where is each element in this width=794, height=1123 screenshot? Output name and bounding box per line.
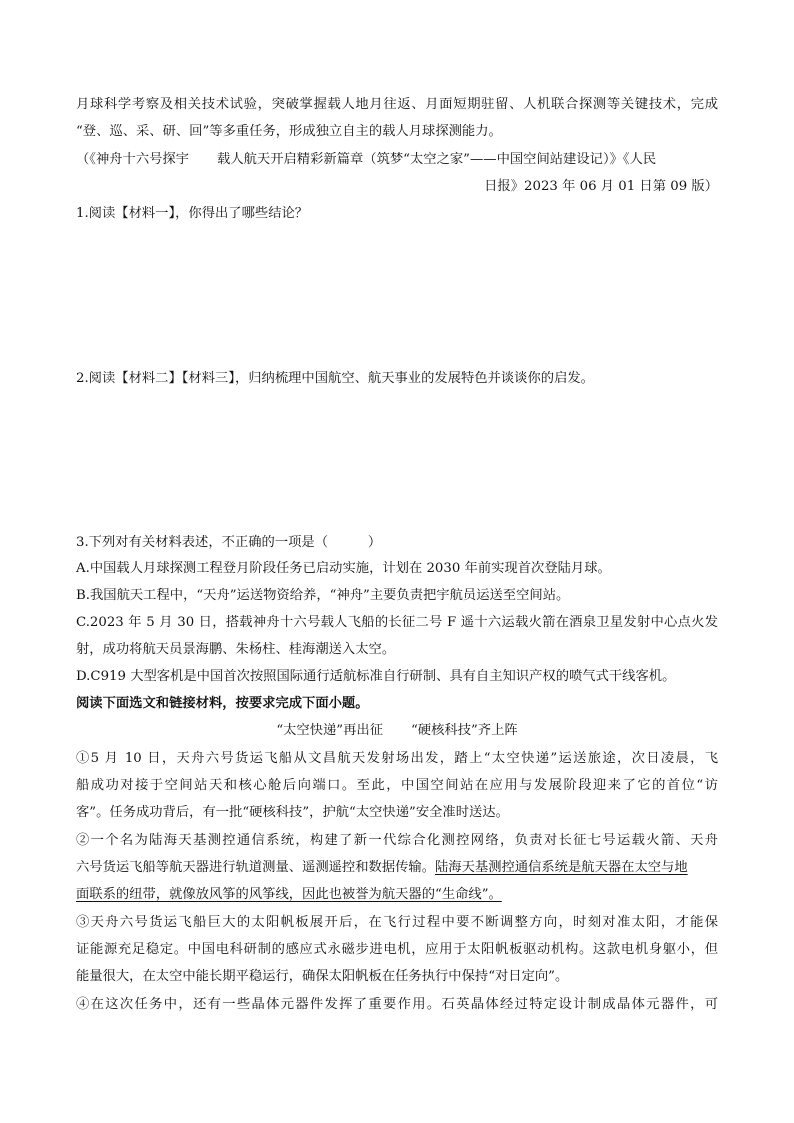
underlined-sentence: 陆海天基测控通信系统是航天器在太空与地: [435, 860, 688, 875]
citation-part: （《神舟十六号探宇: [76, 152, 190, 167]
reading-instruction: 阅读下面选文和链接材料，按要求完成下面小题。: [76, 696, 369, 711]
paragraph-2-text: 六号货运飞船等航天器进行轨道测量、遥测遥控和数据传输。: [76, 860, 436, 875]
paragraph-3-line: ③天舟六号货运飞船巨大的太阳帆板展开后，在飞行过程中要不断调整方向，时刻对准太阳，才能保: [76, 915, 718, 930]
article-title: [76, 721, 718, 741]
article-title-part: “太空快递”再出征: [276, 723, 383, 738]
paragraph-line: 月球科学考察及相关技术试验，突破掌握载人地月往返、月面短期驻留、人机联合探测等关键技术，完成: [76, 97, 718, 112]
paragraph-2-line: ②一个名为陆海天基测控通信系统，构建了新一代综合化测控网络，负责对长征七号运载火箭、天舟: [76, 833, 718, 848]
option-d: D.C919 大型客机是中国首次按照国际通行适航标准自行研制、具有自主知识产权的喷气式干线客机。: [76, 669, 676, 684]
citation-part: 载人航天开启精彩新篇章（筑梦“太空之家”——中国空间站建设记）》《人民: [217, 152, 657, 167]
option-c-cont: 射，成功将航天员景海鹏、朱杨柱、桂海潮送入太空。: [76, 642, 396, 657]
paragraph-3-line: 证能源充足稳定。中国电科研制的感应式永磁步进电机，应用于太阳帆板驱动机构。这款电机身躯小，但: [76, 942, 718, 957]
question-2: 2.阅读【材料二】【材料三】，归纳梳理中国航空、航天事业的发展特色并谈谈你的启发。: [76, 371, 594, 386]
option-c: C.2023 年 5 月 30 日，搭载神舟十六号载人飞船的长征二号 F 遥十六运载火箭在酒泉卫星发射中心点火发: [76, 615, 718, 630]
citation-line: [76, 150, 718, 170]
citation-line: 日报》2023 年 06 月 01 日第 09 版）: [484, 179, 718, 194]
paragraph-1-line: 客”。任务成功背后，有一批“硬核科技”，护航“太空快递”安全准时送达。: [76, 805, 509, 820]
article-title-part: “硬核科技”齐上阵: [411, 723, 518, 738]
paragraph-2-line: [76, 885, 718, 905]
option-b: B.我国航天工程中，“天舟”运送物资给养，“神舟”主要负责把宇航员运送至空间站。: [76, 588, 570, 603]
paragraph-2-line: [76, 858, 718, 878]
paragraph-4-line: ④在这次任务中，还有一些晶体元器件发挥了重要作用。石英晶体经过特定设计制成晶体元器件，可: [76, 997, 718, 1012]
paragraph-3-line: 能量很大，在太空中能长期平稳运行，确保太阳帆板在任务执行中保持“对日定向”。: [76, 969, 569, 984]
paragraph-1-line: 船成功对接于空间站天和核心舱后向端口。至此，中国空间站在应用与发展阶段迎来了它的首位“访: [76, 778, 718, 793]
option-a: A.中国载人月球探测工程登月阶段任务已启动实施，计划在 2030 年前实现首次登陆月球。: [76, 561, 611, 576]
question-1: 1.阅读【材料一】，你得出了哪些结论？: [76, 206, 309, 221]
paragraph-1-line: ①5 月 10 日，天舟六号货运飞船从文昌航天发射场出发，踏上“太空快递”运送旅途，次日凌晨，飞: [76, 751, 718, 766]
question-3: 3.下列对有关材料表述，不正确的一项是（ ）: [76, 535, 382, 550]
paragraph-line: “登、巡、采、研、回”等多重任务，形成独立自主的载人月球探测能力。: [76, 124, 502, 139]
underlined-sentence: 面联系的纽带，就像放风筝的风筝线，因此也被誉为航天器的“生命线”。: [76, 887, 502, 902]
